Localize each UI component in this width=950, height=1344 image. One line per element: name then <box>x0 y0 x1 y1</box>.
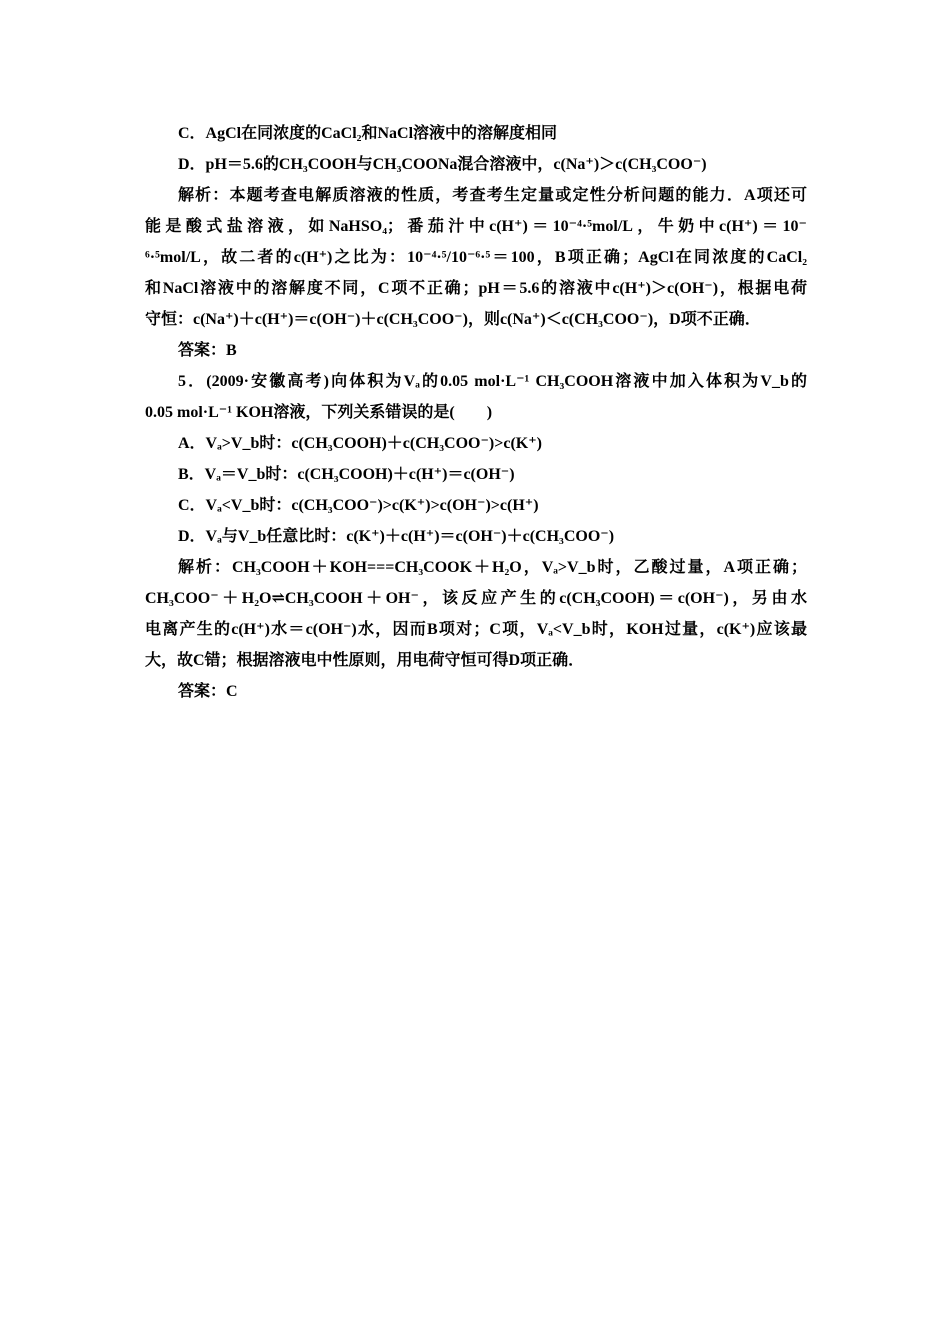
text-line: 0.05 mol·L⁻¹ KOH溶液，下列关系错误的是( ) <box>145 404 493 421</box>
text-line: 电离产生的c(H⁺)水＝c(OH⁻)水，因而B项对；C项，Vₐ<V_b时，KOH过量，c(K⁺)应该最 <box>145 621 807 638</box>
text-line: 能是酸式盐溶液，如NaHSO₄；番茄汁中c(H⁺)＝10⁻⁴·⁵mol/L，牛奶中c(H⁺)＝10⁻ <box>145 218 807 235</box>
document-page <box>145 118 807 707</box>
text-line: B．Vₐ＝V_b时：c(CH₃COOH)＋c(H⁺)＝c(OH⁻) <box>178 466 515 483</box>
text-line: 解析：CH₃COOH＋KOH===CH₃COOK＋H₂O，Vₐ>V_b时，乙酸过量，A项正确； <box>178 559 807 576</box>
text-line: C．Vₐ<V_b时：c(CH₃COO⁻)>c(K⁺)>c(OH⁻)>c(H⁺) <box>178 497 539 514</box>
text-line: A．Vₐ>V_b时：c(CH₃COOH)＋c(CH₃COO⁻)>c(K⁺) <box>178 435 543 452</box>
text-line: D．pH＝5.6的CH₃COOH与CH₃COONa混合溶液中，c(Na⁺)＞c(CH₃COO⁻) <box>178 156 707 173</box>
text-line: 5．(2009·安徽高考)向体积为Vₐ的0.05 mol·L⁻¹ CH₃COOH溶液中加入体积为V_b的 <box>178 373 807 390</box>
text-line: 答案：B <box>178 342 237 359</box>
text-body <box>145 118 807 707</box>
text-line: D．Vₐ与V_b任意比时：c(K⁺)＋c(H⁺)＝c(OH⁻)＋c(CH₃COO⁻) <box>178 528 615 545</box>
text-line: 答案：C <box>178 683 238 700</box>
text-line: 和NaCl溶液中的溶解度不同，C项不正确；pH＝5.6的溶液中c(H⁺)＞c(OH⁻)，根据电荷 <box>145 280 807 297</box>
text-line: 解析：本题考查电解质溶液的性质，考查考生定量或定性分析问题的能力．A项还可 <box>178 187 807 204</box>
text-line: C．AgCl在同浓度的CaCl₂和NaCl溶液中的溶解度相同 <box>178 125 558 142</box>
text-line: CH₃COO⁻＋H₂O⇌CH₃COOH＋OH⁻，该反应产生的c(CH₃COOH)＝c(OH⁻)，另由水 <box>145 590 807 607</box>
text-line: 大，故C错；根据溶液电中性原则，用电荷守恒可得D项正确． <box>145 652 585 669</box>
text-line: ⁶·⁵mol/L，故二者的c(H⁺)之比为：10⁻⁴·⁵/10⁻⁶·⁵＝100，B项正确；AgCl在同浓度的CaCl₂ <box>145 249 807 266</box>
text-line: 守恒：c(Na⁺)＋c(H⁺)＝c(OH⁻)＋c(CH₃COO⁻)，则c(Na⁺)＜c(CH₃COO⁻)，D项不正确． <box>145 311 761 328</box>
